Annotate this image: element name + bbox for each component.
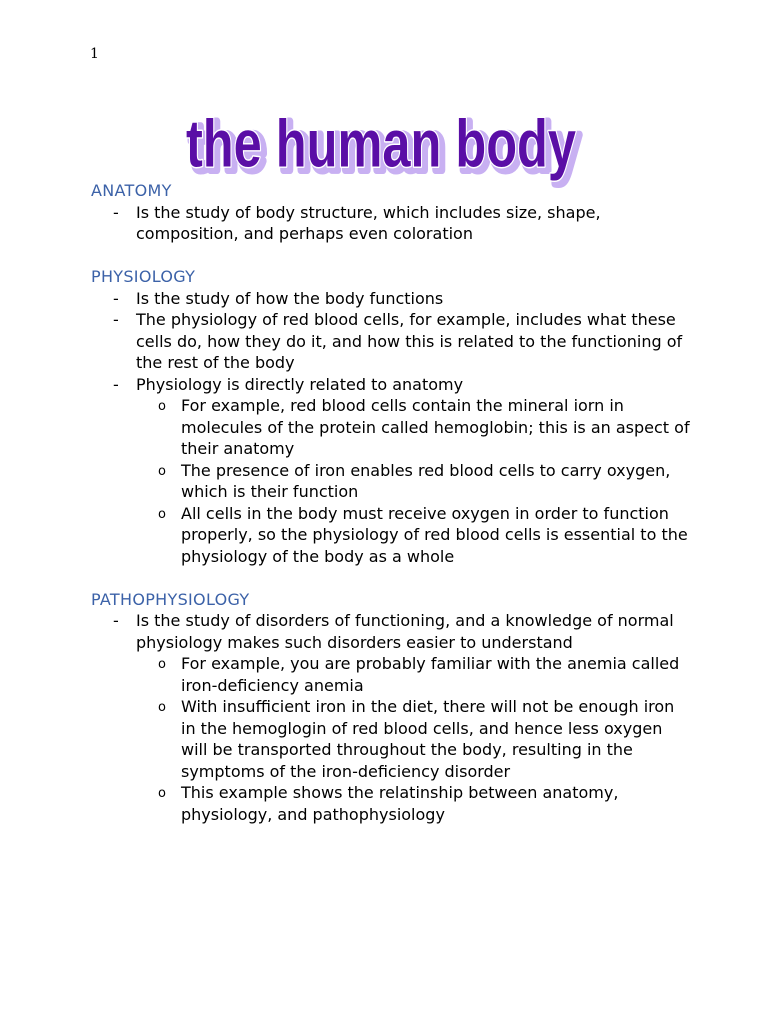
sub-list-item-text: With insufficient iron in the diet, there will not be enough iron in the hemoglogin of red blood cells, and hence less oxygen will be transported throughout the body, resulting in the symptoms of the iron-deficiency disorder (181, 697, 675, 781)
sub-bullet-list (136, 653, 691, 825)
circle-bullet: o (158, 463, 166, 479)
circle-bullet: o (158, 700, 166, 715)
list-item-text: The physiology of red blood cells, for example, includes what these cells do, how they do it, and how this is related to the functioning of the rest of the body (136, 310, 683, 372)
list-item-text: Is the study of disorders of functioning, and a knowledge of normal physiology makes such disorders easier to understand (136, 611, 674, 652)
page-title (178, 104, 588, 192)
bullet-list (91, 288, 691, 568)
title-text: the human body (186, 106, 577, 182)
dash-bullet: - (113, 374, 119, 394)
title-shadow: the human body (190, 110, 581, 186)
dash-bullet: - (113, 611, 119, 630)
sub-list-item-text: This example shows the relatinship between anatomy, physiology, and pathophysiology (181, 783, 619, 824)
section-physiology (91, 266, 691, 567)
circle-bullet: o (158, 786, 166, 801)
sub-list-item (136, 503, 691, 568)
bullet-list (91, 202, 691, 245)
section-heading: PATHOPHYSIOLOGY (91, 589, 250, 609)
section-heading: ANATOMY (91, 181, 172, 200)
dash-bullet: - (113, 202, 119, 222)
list-item (91, 288, 691, 310)
page-number: 1 (90, 46, 99, 62)
sub-list-item-text: The presence of iron enables red blood cells to carry oxygen, which is their function (181, 460, 671, 501)
circle-bullet: o (158, 399, 166, 414)
sub-list-item-text: All cells in the body must receive oxygen in order to function properly, so the physiology of red blood cells is essential to the physiology of the body as a whole (181, 503, 688, 566)
list-item (91, 202, 691, 245)
bullet-list (91, 610, 691, 825)
section-anatomy (91, 180, 691, 245)
section-pathophysiology (91, 589, 691, 826)
list-item-text: Physiology is directly related to anatomy (136, 374, 464, 394)
document-body (91, 180, 691, 825)
circle-bullet: o (158, 657, 166, 672)
section-heading: PHYSIOLOGY (91, 267, 196, 286)
list-item (91, 309, 691, 374)
list-item (91, 374, 691, 568)
sub-list-item (136, 782, 691, 825)
sub-list-item-text: For example, red blood cells contain the mineral iorn in molecules of the protein called hemoglobin; this is an aspect of their anatomy (181, 396, 690, 458)
sub-bullet-list (136, 395, 691, 567)
sub-list-item (136, 653, 691, 696)
sub-list-item (136, 460, 691, 503)
sub-list-item-text: For example, you are probably familiar with the anemia called iron-deficiency anemia (181, 654, 680, 695)
list-item (91, 610, 691, 825)
list-item-text: Is the study of body structure, which includes size, shape, composition, and perhaps even coloration (136, 202, 601, 243)
title-wordart (178, 104, 588, 192)
dash-bullet: - (113, 288, 119, 308)
sub-list-item (136, 696, 691, 782)
list-item-text: Is the study of how the body functions (136, 288, 444, 308)
sub-list-item (136, 395, 691, 460)
dash-bullet: - (113, 310, 119, 329)
circle-bullet: o (158, 506, 166, 522)
